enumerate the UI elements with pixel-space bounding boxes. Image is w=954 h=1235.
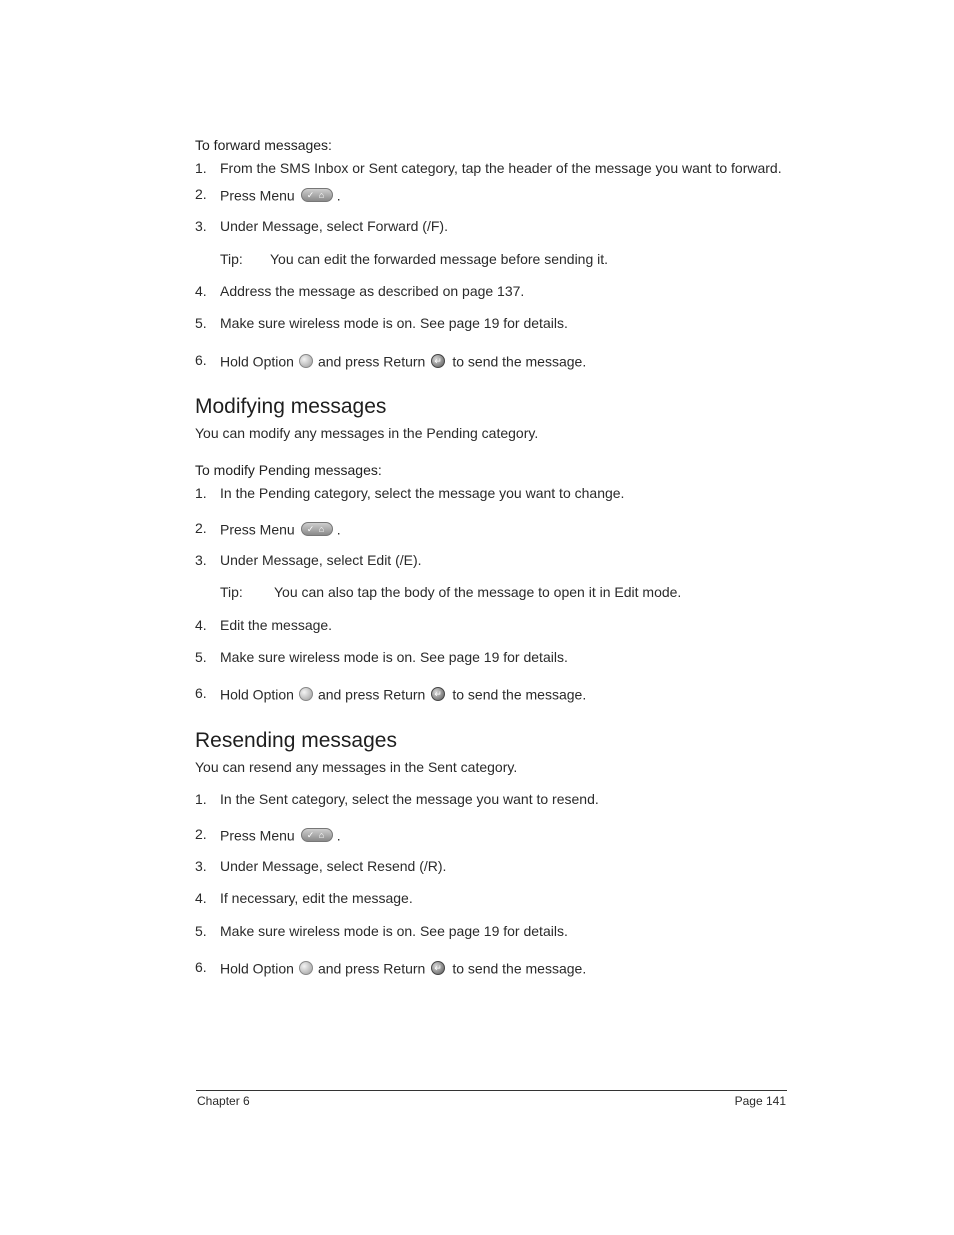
step-label: Press Menu bbox=[220, 827, 295, 844]
step-text: Make sure wireless mode is on. See page 19 for details. bbox=[220, 649, 568, 665]
menu-key-icon bbox=[301, 828, 333, 842]
step-number: 4. bbox=[195, 617, 207, 633]
step-part-a: Hold Option bbox=[220, 960, 294, 977]
step-suffix: . bbox=[336, 187, 341, 204]
footer-chapter: Chapter 6 bbox=[197, 1094, 250, 1108]
step-text: Edit the message. bbox=[220, 617, 333, 633]
step-number: 2. bbox=[195, 186, 207, 202]
step-suffix: . bbox=[336, 827, 341, 844]
tip-label: Tip: bbox=[220, 584, 243, 600]
step-part-b: and press Return bbox=[317, 960, 426, 977]
step-text bbox=[220, 825, 341, 844]
step-number: 6. bbox=[195, 959, 207, 975]
modify-intro: You can modify any messages in the Pending category. bbox=[195, 425, 539, 441]
step-part-b: and press Return bbox=[317, 686, 426, 703]
option-key-icon bbox=[299, 961, 313, 975]
step-number: 6. bbox=[195, 352, 207, 368]
step-number: 4. bbox=[195, 283, 207, 299]
step-number: 5. bbox=[195, 315, 207, 331]
step-number: 2. bbox=[195, 826, 207, 842]
return-key-icon bbox=[431, 961, 445, 975]
step-number: 2. bbox=[195, 520, 207, 536]
step-text bbox=[220, 958, 586, 977]
option-key-icon bbox=[299, 687, 313, 701]
step-text: Under Message, select Edit (/E). bbox=[220, 552, 422, 568]
step-text: In the Pending category, select the message you want to change. bbox=[220, 485, 625, 501]
resend-title: Resending messages bbox=[195, 729, 397, 752]
step-part-c: to send the message. bbox=[452, 686, 587, 703]
step-number: 3. bbox=[195, 552, 207, 568]
step-text: Address the message as described on page 137. bbox=[220, 283, 525, 299]
step-text: From the SMS Inbox or Sent category, tap the header of the message you want to forward. bbox=[220, 160, 782, 176]
step-number: 1. bbox=[195, 485, 207, 501]
step-text: Under Message, select Forward (/F). bbox=[220, 218, 448, 234]
step-part-c: to send the message. bbox=[452, 353, 587, 370]
return-key-icon bbox=[431, 687, 445, 701]
step-text: Make sure wireless mode is on. See page 19 for details. bbox=[220, 315, 568, 331]
step-text bbox=[220, 684, 586, 703]
return-key-icon bbox=[431, 354, 445, 368]
tip-label: Tip: bbox=[220, 251, 243, 267]
step-text bbox=[220, 185, 341, 204]
step-number: 6. bbox=[195, 685, 207, 701]
step-suffix: . bbox=[336, 521, 341, 538]
step-text: In the Sent category, select the message you want to resend. bbox=[220, 791, 599, 807]
step-number: 3. bbox=[195, 858, 207, 874]
step-text bbox=[220, 519, 341, 538]
modify-heading: To modify Pending messages: bbox=[195, 462, 382, 478]
footer-rule bbox=[196, 1090, 787, 1091]
step-text: Under Message, select Resend (/R). bbox=[220, 858, 447, 874]
step-label: Press Menu bbox=[220, 187, 295, 204]
step-number: 5. bbox=[195, 649, 207, 665]
resend-intro: You can resend any messages in the Sent category. bbox=[195, 759, 518, 775]
step-number: 1. bbox=[195, 160, 207, 176]
step-text: If necessary, edit the message. bbox=[220, 890, 413, 906]
step-number: 1. bbox=[195, 791, 207, 807]
step-number: 5. bbox=[195, 923, 207, 939]
step-text: Make sure wireless mode is on. See page 19 for details. bbox=[220, 923, 568, 939]
menu-key-icon bbox=[301, 188, 333, 202]
tip-text: You can also tap the body of the message to open it in Edit mode. bbox=[274, 584, 682, 600]
step-part-a: Hold Option bbox=[220, 353, 294, 370]
modify-title: Modifying messages bbox=[195, 395, 387, 418]
step-text bbox=[220, 351, 586, 370]
tip-text: You can edit the forwarded message before sending it. bbox=[270, 251, 609, 267]
step-part-a: Hold Option bbox=[220, 686, 294, 703]
step-part-c: to send the message. bbox=[452, 960, 587, 977]
step-part-b: and press Return bbox=[317, 353, 426, 370]
option-key-icon bbox=[299, 354, 313, 368]
menu-key-icon bbox=[301, 522, 333, 536]
footer-page: Page 141 bbox=[734, 1094, 786, 1108]
step-label: Press Menu bbox=[220, 521, 295, 538]
forward-heading: To forward messages: bbox=[195, 137, 332, 153]
step-number: 3. bbox=[195, 218, 207, 234]
step-number: 4. bbox=[195, 890, 207, 906]
